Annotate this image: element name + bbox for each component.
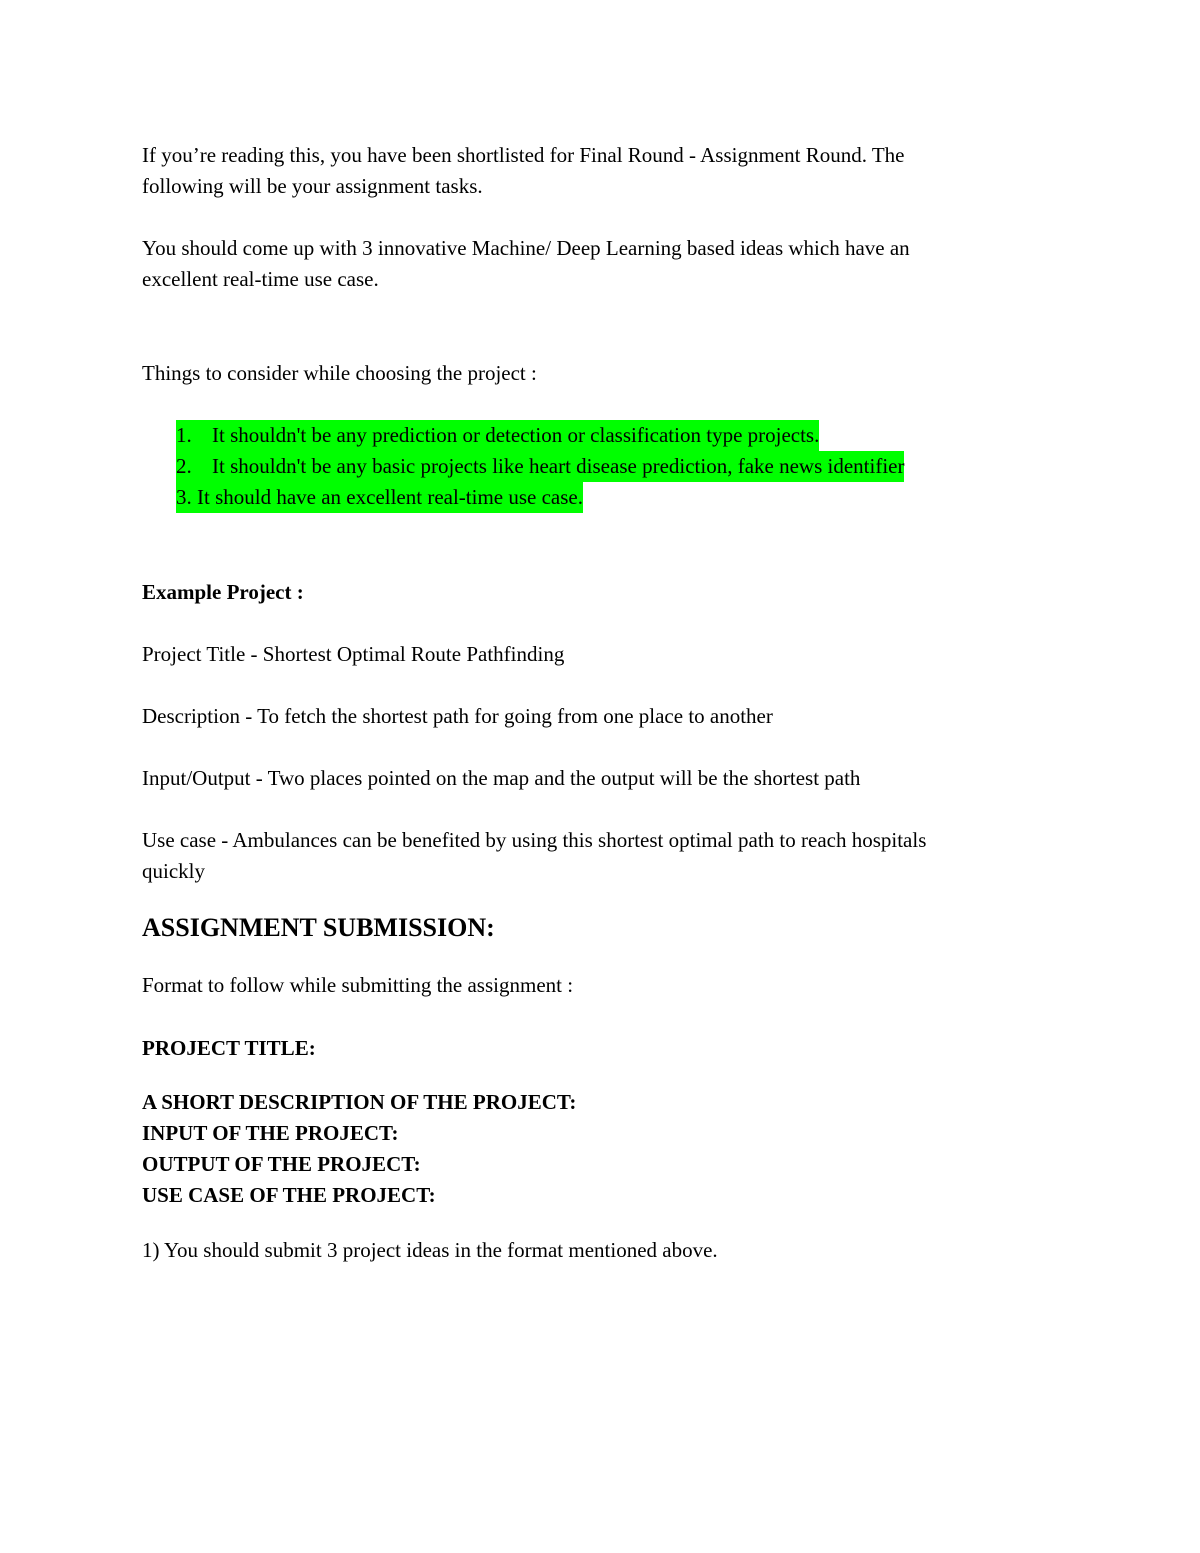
example-use-case-line-1: Use case - Ambulances can be benefited by using this shortest optimal path to reach hospitals: [142, 828, 927, 852]
example-description: Description - To fetch the shortest path for going from one place to another: [142, 704, 773, 728]
list-number: 2.: [176, 454, 192, 478]
example-use-case-line-2: quickly: [142, 859, 205, 883]
consideration-item-2: [176, 451, 904, 482]
considerations-heading: Things to consider while choosing the project :: [142, 361, 537, 385]
submission-note: 1) You should submit 3 project ideas in the format mentioned above.: [142, 1238, 718, 1262]
example-title: Project Title - Shortest Optimal Route Pathfinding: [142, 642, 565, 666]
task-line-2: excellent real-time use case.: [142, 267, 379, 291]
submission-field-input: INPUT OF THE PROJECT:: [142, 1121, 399, 1145]
list-item-text: It should have an excellent real-time use case.: [197, 485, 583, 509]
example-heading: Example Project :: [142, 580, 304, 604]
submission-field-description: A SHORT DESCRIPTION OF THE PROJECT:: [142, 1090, 577, 1114]
intro-line-1: If you’re reading this, you have been shortlisted for Final Round - Assignment Round. The: [142, 143, 905, 167]
list-number: 3.: [176, 485, 192, 509]
consideration-item-1: [176, 420, 819, 451]
submission-heading: ASSIGNMENT SUBMISSION:: [142, 913, 495, 942]
intro-line-2: following will be your assignment tasks.: [142, 174, 483, 198]
submission-field-output: OUTPUT OF THE PROJECT:: [142, 1152, 421, 1176]
list-item-text: It shouldn't be any basic projects like heart disease prediction, fake news identifier: [212, 454, 905, 478]
list-item-text: It shouldn't be any prediction or detection or classification type projects.: [212, 423, 820, 447]
submission-field-use-case: USE CASE OF THE PROJECT:: [142, 1183, 436, 1207]
submission-format-intro: Format to follow while submitting the assignment :: [142, 973, 574, 997]
submission-project-title: PROJECT TITLE:: [142, 1036, 316, 1060]
consideration-item-3: [176, 482, 583, 513]
list-number: 1.: [176, 423, 192, 447]
example-io: Input/Output - Two places pointed on the map and the output will be the shortest path: [142, 766, 861, 790]
task-line-1: You should come up with 3 innovative Machine/ Deep Learning based ideas which have an: [142, 236, 910, 260]
